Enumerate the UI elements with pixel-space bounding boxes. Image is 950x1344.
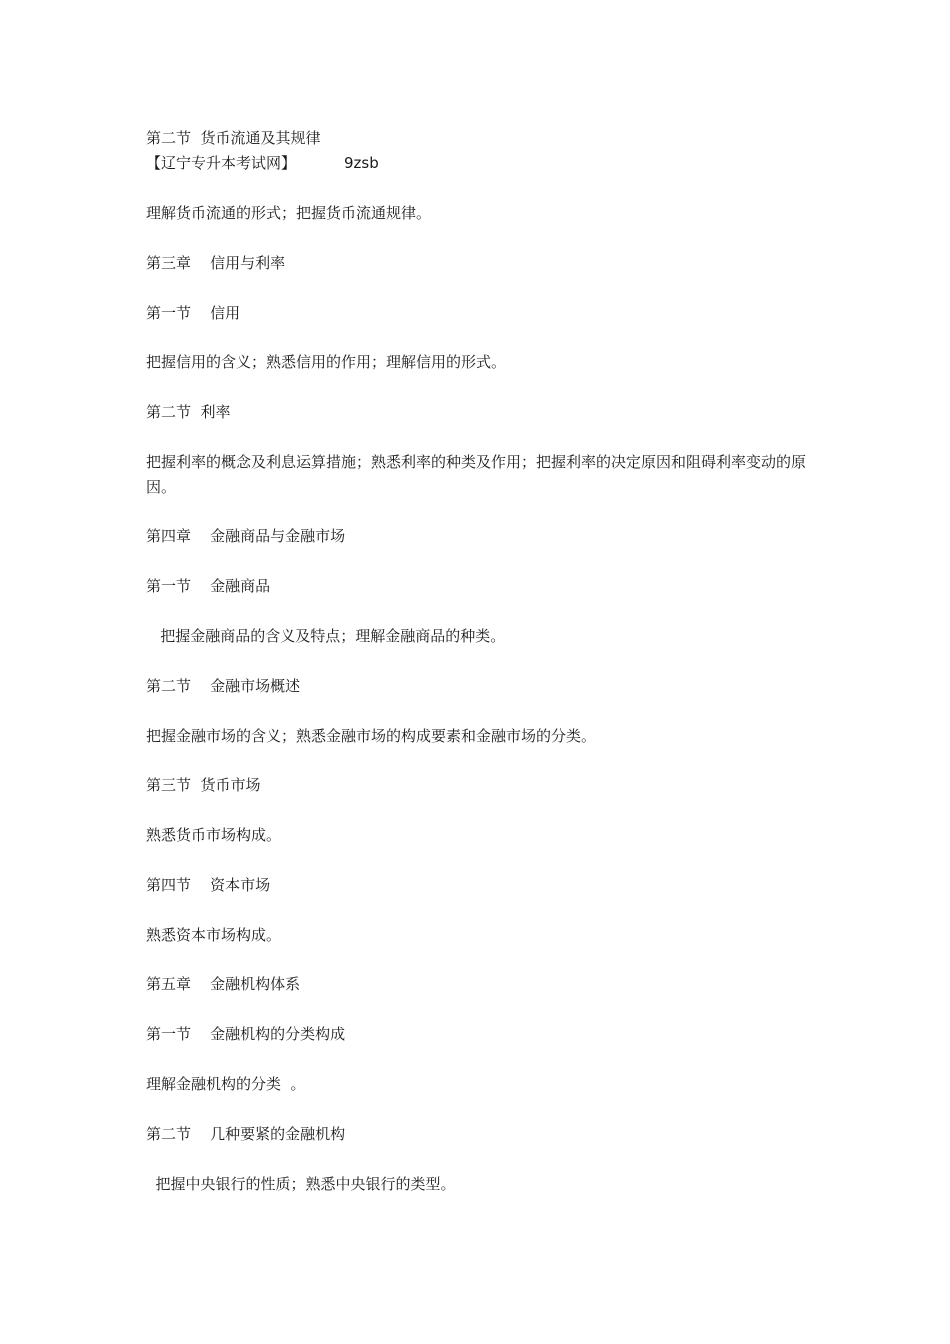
paragraph: 把握金融市场的含义；熟悉金融市场的构成要素和金融市场的分类。 [146,727,597,745]
source-code: 9zsb [344,154,379,172]
section-heading: 第四节 资本市场 [146,876,271,894]
paragraph: 理解货币流通的形式；把握货币流通规律。 [146,204,432,222]
source-line [146,151,816,176]
paragraph: 把握信用的含义；熟悉信用的作用；理解信用的形式。 [146,353,507,371]
section-heading: 第一节 信用 [146,304,241,322]
paragraph: 理解金融机构的分类 。 [146,1075,306,1093]
section-heading: 第一节 金融机构的分类构成 [146,1025,346,1043]
section-heading: 第一节 金融商品 [146,577,271,595]
paragraph: 把握利率的概念及利息运算措施；熟悉利率的种类及作用；把握利率的决定原因和阻碍利率变动的原因。 [146,453,807,496]
paragraph: 把握金融商品的含义及特点；理解金融商品的种类。 [146,627,506,645]
chapter-heading: 第五章 金融机构体系 [146,975,301,993]
section-heading: 第二节 货币流通及其规律 [146,129,321,147]
source-label: 【辽宁专升本考试网】 [146,154,297,172]
section-heading: 第二节 金融市场概述 [146,677,301,695]
paragraph: 熟悉货币市场构成。 [146,826,282,844]
chapter-heading: 第四章 金融商品与金融市场 [146,527,346,545]
paragraph: 熟悉资本市场构成。 [146,926,282,944]
section-heading: 第二节 利率 [146,403,231,421]
chapter-heading: 第三章 信用与利率 [146,254,286,272]
section-heading: 第三节 货币市场 [146,776,261,794]
paragraph: 把握中央银行的性质；熟悉中央银行的类型。 [146,1175,456,1193]
section-heading: 第二节 几种要紧的金融机构 [146,1125,346,1143]
